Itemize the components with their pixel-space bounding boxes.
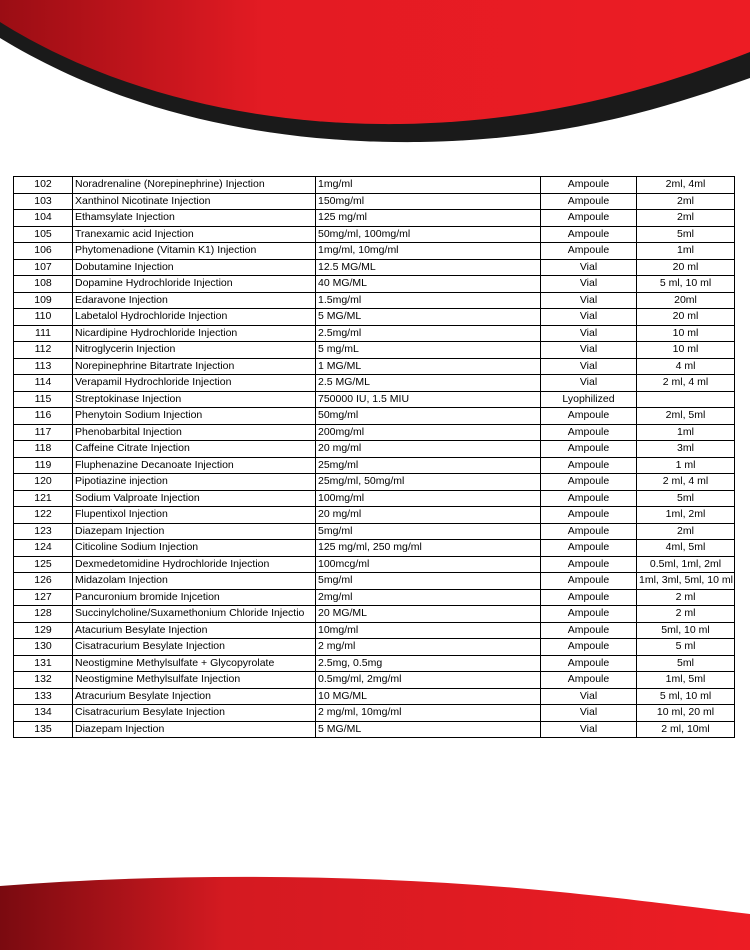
pack-size-cell: 4ml, 5ml (637, 540, 735, 557)
table-row (14, 408, 735, 425)
pack-size-cell: 20ml (637, 292, 735, 309)
strength-cell: 1.5mg/ml (316, 292, 541, 309)
table-row (14, 259, 735, 276)
row-number-cell: 108 (14, 276, 73, 293)
product-name-cell: Nicardipine Hydrochloride Injection (73, 325, 316, 342)
package-type-cell: Vial (541, 276, 637, 293)
package-type-cell: Ampoule (541, 540, 637, 557)
pack-size-cell: 5 ml, 10 ml (637, 688, 735, 705)
table-row (14, 672, 735, 689)
strength-cell: 20 MG/ML (316, 606, 541, 623)
product-name-cell: Phytomenadione (Vitamin K1) Injection (73, 243, 316, 260)
product-name-cell: Phenobarbital Injection (73, 424, 316, 441)
table-row (14, 639, 735, 656)
table-row (14, 573, 735, 590)
row-number-cell: 132 (14, 672, 73, 689)
pack-size-cell: 10 ml, 20 ml (637, 705, 735, 722)
package-type-cell: Ampoule (541, 606, 637, 623)
product-name-cell: Neostigmine Methylsulfate Injection (73, 672, 316, 689)
row-number-cell: 110 (14, 309, 73, 326)
package-type-cell: Ampoule (541, 193, 637, 210)
pack-size-cell: 5ml (637, 490, 735, 507)
strength-cell: 50mg/ml, 100mg/ml (316, 226, 541, 243)
product-name-cell: Norepinephrine Bitartrate Injection (73, 358, 316, 375)
strength-cell: 0.5mg/ml, 2mg/ml (316, 672, 541, 689)
package-type-cell: Vial (541, 309, 637, 326)
table-row (14, 556, 735, 573)
pack-size-cell (637, 391, 735, 408)
package-type-cell: Ampoule (541, 589, 637, 606)
strength-cell: 2 mg/ml (316, 639, 541, 656)
row-number-cell: 106 (14, 243, 73, 260)
row-number-cell: 130 (14, 639, 73, 656)
row-number-cell: 102 (14, 177, 73, 194)
row-number-cell: 104 (14, 210, 73, 227)
row-number-cell: 129 (14, 622, 73, 639)
pack-size-cell: 1ml, 5ml (637, 672, 735, 689)
package-type-cell: Vial (541, 375, 637, 392)
table-row (14, 243, 735, 260)
package-type-cell: Ampoule (541, 474, 637, 491)
row-number-cell: 105 (14, 226, 73, 243)
package-type-cell: Ampoule (541, 523, 637, 540)
strength-cell: 750000 IU, 1.5 MIU (316, 391, 541, 408)
pack-size-cell: 2ml (637, 193, 735, 210)
package-type-cell: Ampoule (541, 226, 637, 243)
row-number-cell: 133 (14, 688, 73, 705)
strength-cell: 40 MG/ML (316, 276, 541, 293)
row-number-cell: 127 (14, 589, 73, 606)
pack-size-cell: 1ml (637, 424, 735, 441)
pack-size-cell: 5ml (637, 655, 735, 672)
table-row (14, 375, 735, 392)
product-name-cell: Atacurium Besylate Injection (73, 622, 316, 639)
row-number-cell: 123 (14, 523, 73, 540)
product-name-cell: Atracurium Besylate Injection (73, 688, 316, 705)
package-type-cell: Ampoule (541, 639, 637, 656)
table-row (14, 705, 735, 722)
pack-size-cell: 2 ml, 10ml (637, 721, 735, 738)
product-name-cell: Dopamine Hydrochloride Injection (73, 276, 316, 293)
package-type-cell: Lyophilized (541, 391, 637, 408)
pack-size-cell: 1ml (637, 243, 735, 260)
package-type-cell: Ampoule (541, 441, 637, 458)
strength-cell: 5 MG/ML (316, 721, 541, 738)
product-name-cell: Sodium Valproate Injection (73, 490, 316, 507)
table-row (14, 292, 735, 309)
package-type-cell: Vial (541, 688, 637, 705)
strength-cell: 5mg/ml (316, 573, 541, 590)
strength-cell: 1mg/ml (316, 177, 541, 194)
table-row (14, 424, 735, 441)
row-number-cell: 115 (14, 391, 73, 408)
package-type-cell: Ampoule (541, 424, 637, 441)
product-name-cell: Caffeine Citrate Injection (73, 441, 316, 458)
package-type-cell: Ampoule (541, 408, 637, 425)
table-row (14, 721, 735, 738)
strength-cell: 25mg/ml, 50mg/ml (316, 474, 541, 491)
product-name-cell: Edaravone Injection (73, 292, 316, 309)
strength-cell: 5mg/ml (316, 523, 541, 540)
row-number-cell: 134 (14, 705, 73, 722)
package-type-cell: Ampoule (541, 507, 637, 524)
package-type-cell: Ampoule (541, 672, 637, 689)
pack-size-cell: 2ml (637, 523, 735, 540)
table-row (14, 226, 735, 243)
footer-swoosh-decoration (0, 870, 750, 950)
product-name-cell: Tranexamic acid Injection (73, 226, 316, 243)
pack-size-cell: 20 ml (637, 259, 735, 276)
pack-size-cell: 2 ml (637, 606, 735, 623)
package-type-cell: Ampoule (541, 655, 637, 672)
product-table (13, 176, 735, 738)
strength-cell: 1 MG/ML (316, 358, 541, 375)
product-name-cell: Fluphenazine Decanoate Injection (73, 457, 316, 474)
row-number-cell: 113 (14, 358, 73, 375)
product-name-cell: Neostigmine Methylsulfate + Glycopyrolate (73, 655, 316, 672)
package-type-cell: Vial (541, 292, 637, 309)
row-number-cell: 128 (14, 606, 73, 623)
row-number-cell: 119 (14, 457, 73, 474)
product-name-cell: Pipotiazine injection (73, 474, 316, 491)
product-name-cell: Succinylcholine/Suxamethonium Chloride Injectio (73, 606, 316, 623)
table-row (14, 441, 735, 458)
package-type-cell: Ampoule (541, 177, 637, 194)
table-row (14, 457, 735, 474)
table-row (14, 589, 735, 606)
product-name-cell: Citicoline Sodium Injection (73, 540, 316, 557)
strength-cell: 100mg/ml (316, 490, 541, 507)
strength-cell: 25mg/ml (316, 457, 541, 474)
strength-cell: 2.5 MG/ML (316, 375, 541, 392)
table-row (14, 688, 735, 705)
strength-cell: 5 MG/ML (316, 309, 541, 326)
package-type-cell: Vial (541, 259, 637, 276)
row-number-cell: 116 (14, 408, 73, 425)
package-type-cell: Vial (541, 358, 637, 375)
strength-cell: 5 mg/mL (316, 342, 541, 359)
row-number-cell: 111 (14, 325, 73, 342)
table-row (14, 490, 735, 507)
pack-size-cell: 1 ml (637, 457, 735, 474)
pack-size-cell: 4 ml (637, 358, 735, 375)
strength-cell: 100mcg/ml (316, 556, 541, 573)
pack-size-cell: 20 ml (637, 309, 735, 326)
strength-cell: 2.5mg/ml (316, 325, 541, 342)
table-row (14, 391, 735, 408)
package-type-cell: Ampoule (541, 573, 637, 590)
table-row (14, 606, 735, 623)
pack-size-cell: 3ml (637, 441, 735, 458)
strength-cell: 10mg/ml (316, 622, 541, 639)
pack-size-cell: 5ml, 10 ml (637, 622, 735, 639)
product-name-cell: Noradrenaline (Norepinephrine) Injection (73, 177, 316, 194)
strength-cell: 2 mg/ml, 10mg/ml (316, 705, 541, 722)
product-name-cell: Diazepam Injection (73, 721, 316, 738)
strength-cell: 50mg/ml (316, 408, 541, 425)
product-name-cell: Dobutamine Injection (73, 259, 316, 276)
row-number-cell: 120 (14, 474, 73, 491)
pack-size-cell: 2 ml (637, 589, 735, 606)
package-type-cell: Ampoule (541, 243, 637, 260)
strength-cell: 20 mg/ml (316, 507, 541, 524)
row-number-cell: 118 (14, 441, 73, 458)
strength-cell: 200mg/ml (316, 424, 541, 441)
strength-cell: 2mg/ml (316, 589, 541, 606)
row-number-cell: 135 (14, 721, 73, 738)
product-name-cell: Nitroglycerin Injection (73, 342, 316, 359)
strength-cell: 20 mg/ml (316, 441, 541, 458)
product-name-cell: Xanthinol Nicotinate Injection (73, 193, 316, 210)
product-name-cell: Verapamil Hydrochloride Injection (73, 375, 316, 392)
table-row (14, 177, 735, 194)
table-row (14, 655, 735, 672)
product-name-cell: Ethamsylate Injection (73, 210, 316, 227)
product-name-cell: Dexmedetomidine Hydrochloride Injection (73, 556, 316, 573)
strength-cell: 12.5 MG/ML (316, 259, 541, 276)
row-number-cell: 125 (14, 556, 73, 573)
strength-cell: 10 MG/ML (316, 688, 541, 705)
package-type-cell: Ampoule (541, 490, 637, 507)
row-number-cell: 122 (14, 507, 73, 524)
package-type-cell: Vial (541, 342, 637, 359)
row-number-cell: 112 (14, 342, 73, 359)
table-row (14, 358, 735, 375)
strength-cell: 125 mg/ml, 250 mg/ml (316, 540, 541, 557)
strength-cell: 150mg/ml (316, 193, 541, 210)
table-row (14, 622, 735, 639)
product-name-cell: Phenytoin Sodium Injection (73, 408, 316, 425)
package-type-cell: Vial (541, 721, 637, 738)
product-name-cell: Flupentixol Injection (73, 507, 316, 524)
table-row (14, 507, 735, 524)
package-type-cell: Ampoule (541, 556, 637, 573)
product-name-cell: Pancuronium bromide Injcetion (73, 589, 316, 606)
package-type-cell: Ampoule (541, 210, 637, 227)
row-number-cell: 107 (14, 259, 73, 276)
pack-size-cell: 2ml, 4ml (637, 177, 735, 194)
table-row (14, 193, 735, 210)
row-number-cell: 103 (14, 193, 73, 210)
table-row (14, 325, 735, 342)
pack-size-cell: 2 ml, 4 ml (637, 375, 735, 392)
row-number-cell: 114 (14, 375, 73, 392)
table-row (14, 309, 735, 326)
pack-size-cell: 5 ml (637, 639, 735, 656)
package-type-cell: Vial (541, 705, 637, 722)
table-row (14, 474, 735, 491)
package-type-cell: Vial (541, 325, 637, 342)
pack-size-cell: 0.5ml, 1ml, 2ml (637, 556, 735, 573)
product-name-cell: Diazepam Injection (73, 523, 316, 540)
row-number-cell: 126 (14, 573, 73, 590)
table-row (14, 342, 735, 359)
package-type-cell: Ampoule (541, 457, 637, 474)
row-number-cell: 131 (14, 655, 73, 672)
product-name-cell: Cisatracurium Besylate Injection (73, 705, 316, 722)
pack-size-cell: 2ml, 5ml (637, 408, 735, 425)
pack-size-cell: 10 ml (637, 325, 735, 342)
header-swoosh-decoration (0, 0, 750, 150)
table-row (14, 276, 735, 293)
product-name-cell: Labetalol Hydrochloride Injection (73, 309, 316, 326)
pack-size-cell: 2 ml, 4 ml (637, 474, 735, 491)
product-table-body (14, 177, 735, 738)
row-number-cell: 121 (14, 490, 73, 507)
pack-size-cell: 2ml (637, 210, 735, 227)
strength-cell: 1mg/ml, 10mg/ml (316, 243, 541, 260)
table-row (14, 540, 735, 557)
product-name-cell: Cisatracurium Besylate Injection (73, 639, 316, 656)
row-number-cell: 109 (14, 292, 73, 309)
strength-cell: 125 mg/ml (316, 210, 541, 227)
table-row (14, 210, 735, 227)
package-type-cell: Ampoule (541, 622, 637, 639)
pack-size-cell: 1ml, 3ml, 5ml, 10 ml (637, 573, 735, 590)
row-number-cell: 117 (14, 424, 73, 441)
product-name-cell: Streptokinase Injection (73, 391, 316, 408)
row-number-cell: 124 (14, 540, 73, 557)
pack-size-cell: 1ml, 2ml (637, 507, 735, 524)
product-name-cell: Midazolam Injection (73, 573, 316, 590)
strength-cell: 2.5mg, 0.5mg (316, 655, 541, 672)
pack-size-cell: 5 ml, 10 ml (637, 276, 735, 293)
pack-size-cell: 10 ml (637, 342, 735, 359)
table-row (14, 523, 735, 540)
pack-size-cell: 5ml (637, 226, 735, 243)
